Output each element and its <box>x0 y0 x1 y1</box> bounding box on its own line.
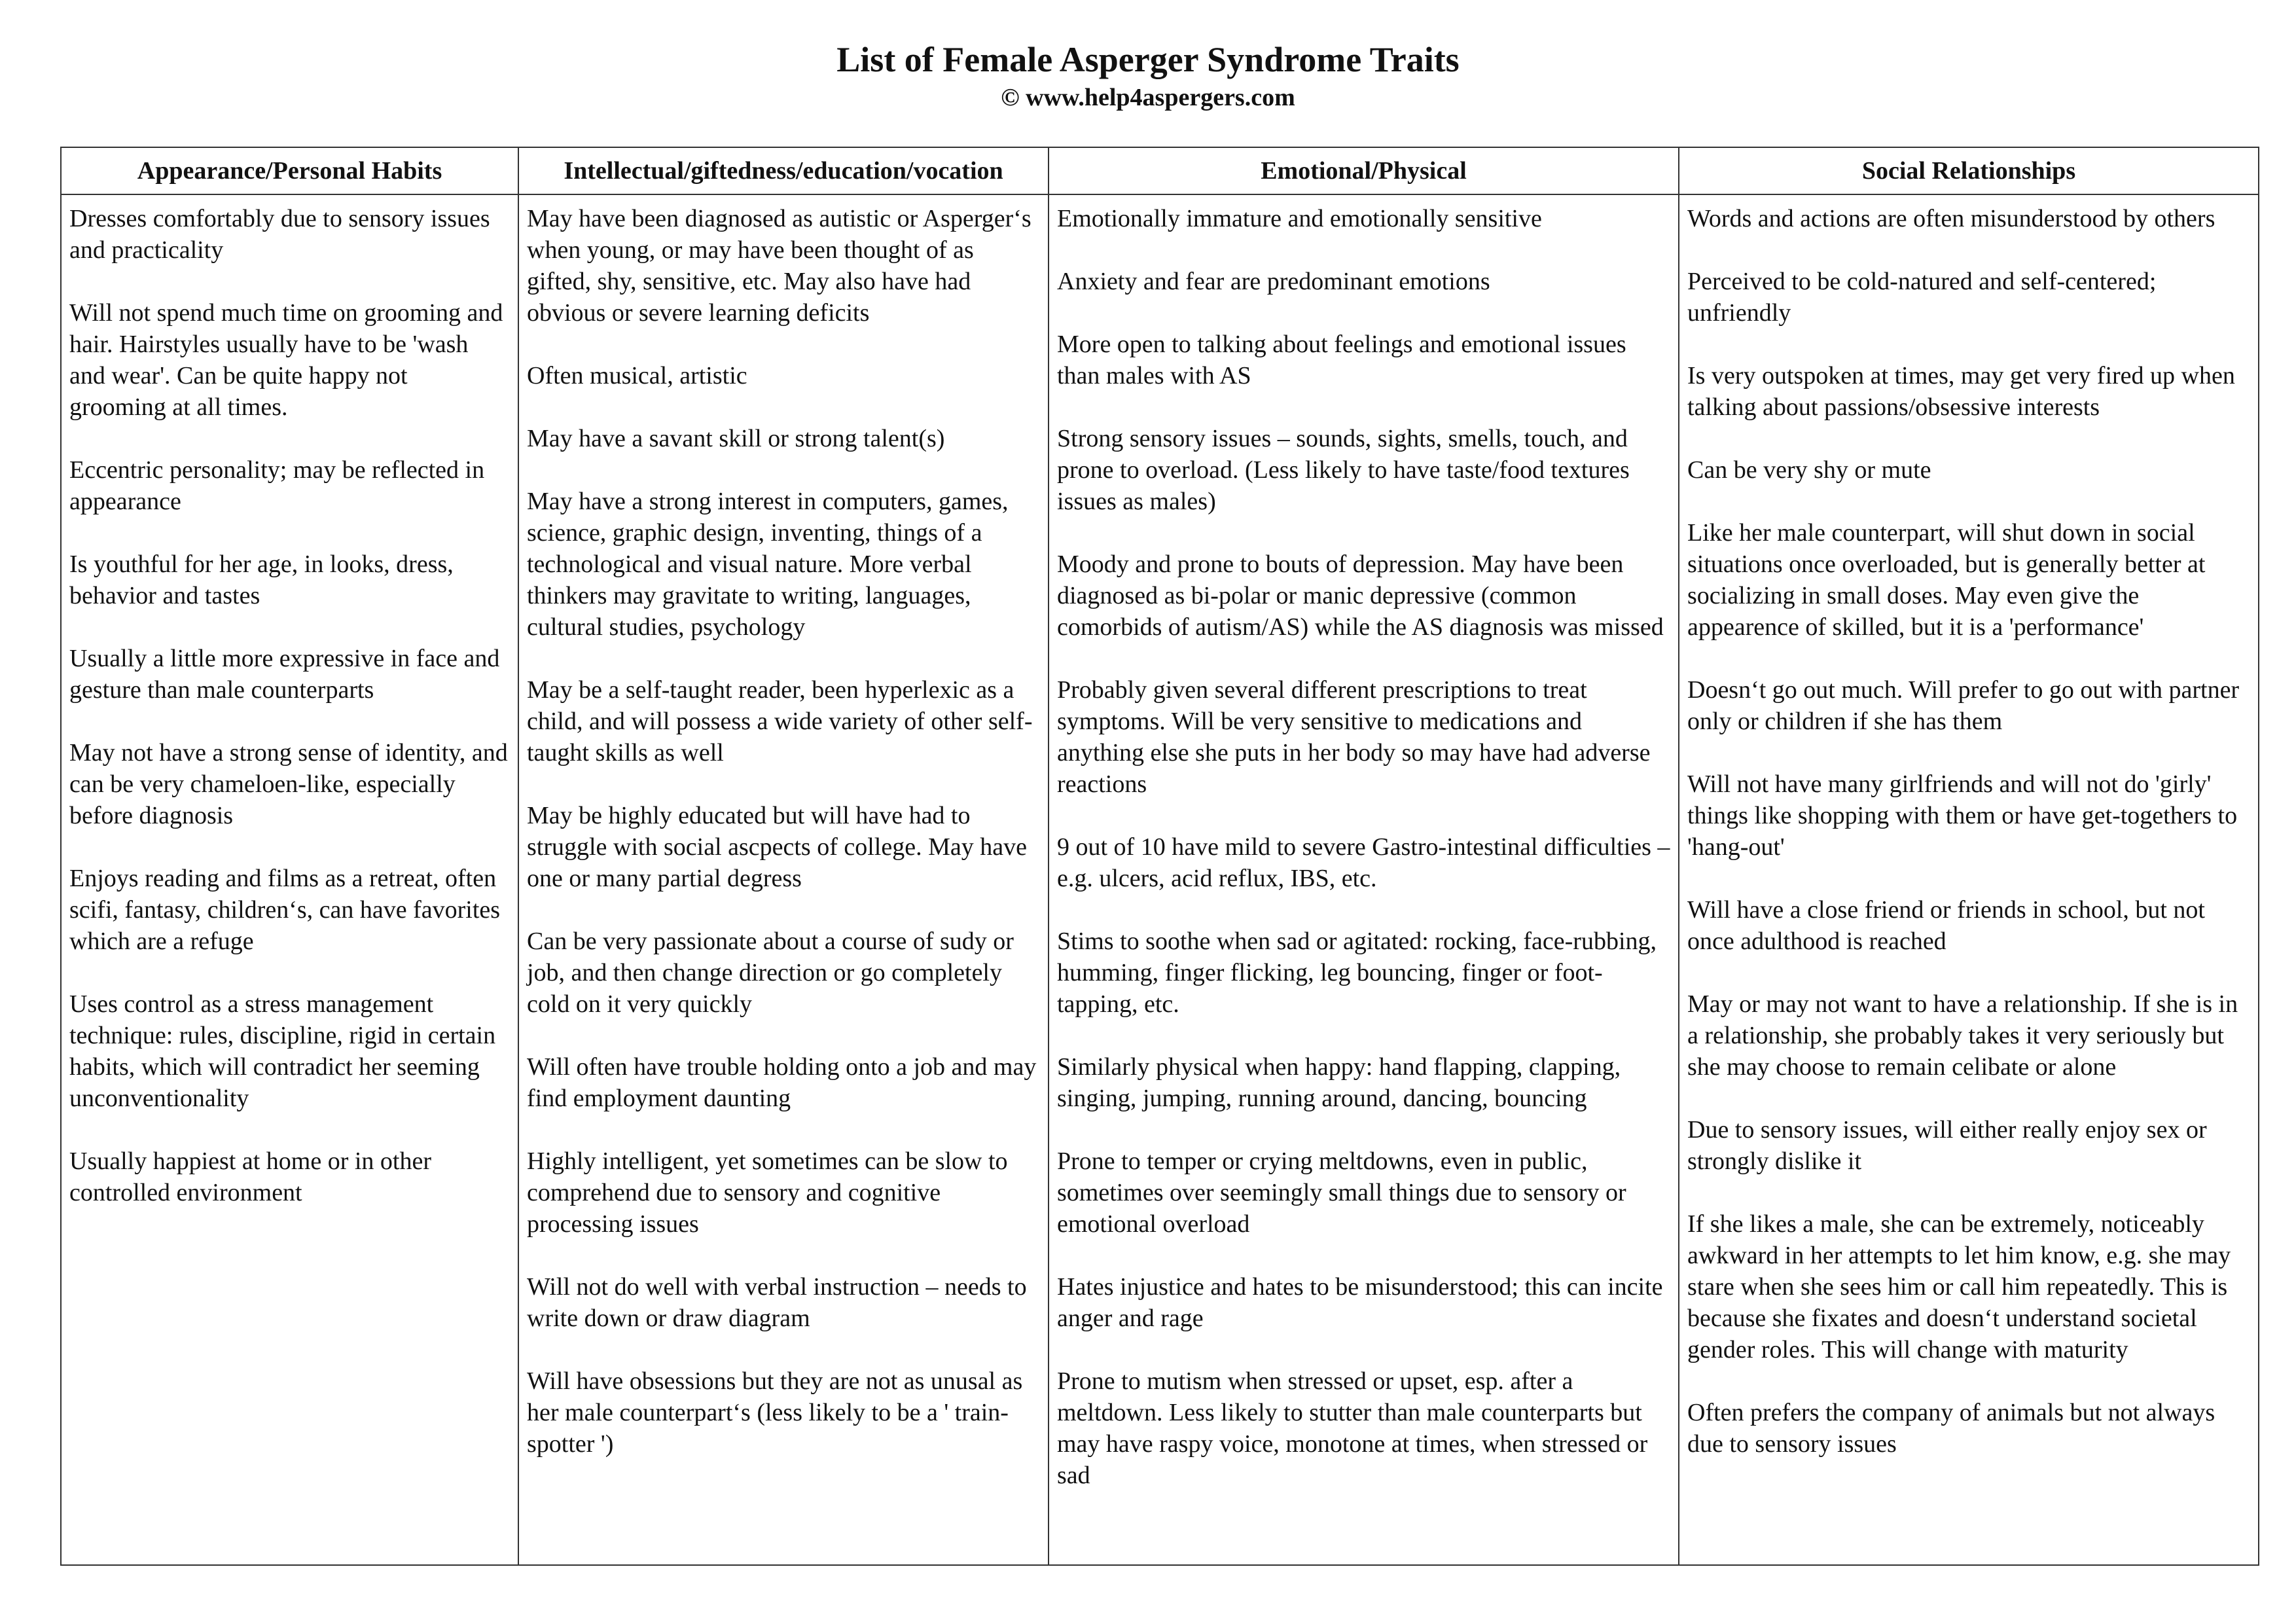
trait-item: Can be very shy or mute <box>1687 456 1931 484</box>
trait-item: Eccentric personality; may be reflected in appearance <box>69 456 485 515</box>
trait-item: Prone to temper or crying meltdowns, even in public, sometimes over seemingly small things due to sensory or emotional overload <box>1057 1147 1626 1238</box>
trait-item: Hates injustice and hates to be misunderstood; this can incite anger and rage <box>1057 1273 1663 1332</box>
trait-item: Uses control as a stress management technique: rules, discipline, rigid in certain habits, which will contradict her seeming unconventionality <box>69 990 496 1112</box>
trait-item: Probably given several different prescriptions to treat symptoms. Will be very sensitive to medications and anything else she puts in her body so may have had adverse reactions <box>1057 676 1651 798</box>
trait-item: If she likes a male, she can be extremely, noticeably awkward in her attempts to let him know, e.g. she may stare when she sees him or call him repeatedly. This is because she fixates and doesn‘t understand societal gender roles. This will change with maturity <box>1687 1210 2231 1363</box>
trait-item: Emotionally immature and emotionally sensitive <box>1057 205 1542 232</box>
column-header-appearance: Appearance/Personal Habits <box>61 147 518 194</box>
content-row <box>61 194 2259 1565</box>
trait-item: Will not do well with verbal instruction – needs to write down or draw diagram <box>527 1273 1027 1332</box>
trait-item: Perceived to be cold-natured and self-centered; unfriendly <box>1687 268 2157 327</box>
trait-item: Will often have trouble holding onto a job and may find employment daunting <box>527 1053 1037 1112</box>
trait-item: 9 out of 10 have mild to severe Gastro-intestinal difficulties – e.g. ulcers, acid reflux, IBS, etc. <box>1057 833 1670 892</box>
trait-item: Highly intelligent, yet sometimes can be slow to comprehend due to sensory and cognitive processing issues <box>527 1147 1008 1238</box>
trait-item: Dresses comfortably due to sensory issues and practicality <box>69 205 490 264</box>
trait-item: Words and actions are often misunderstood by others <box>1687 205 2215 232</box>
trait-item: Like her male counterpart, will shut down in social situations once overloaded, but is generally better at socializing in small doses. May even give the appearence of skilled, but it is a 'performance' <box>1687 519 2206 641</box>
trait-item: May have a strong interest in computers, games, science, graphic design, inventing, things of a technological and visual nature. More verbal thinkers may gravitate to writing, languages, cultural studies, psychology <box>527 488 1009 641</box>
trait-item: May have a savant skill or strong talent(s) <box>527 425 945 452</box>
trait-item: Stims to soothe when sad or agitated: rocking, face-rubbing, humming, finger flicking, leg bouncing, finger or foot-tapping, etc. <box>1057 928 1657 1018</box>
social-column <box>1679 194 2259 1565</box>
trait-item: May be highly educated but will have had to struggle with social ascpects of college. May have one or many partial degress <box>527 802 1027 892</box>
trait-item: May not have a strong sense of identity, and can be very chameloen-like, especially before diagnosis <box>69 739 508 829</box>
trait-item: Moody and prone to bouts of depression. May have been diagnosed as bi-polar or manic depressive (common comorbids of autism/AS) while the AS diagnosis was missed <box>1057 550 1664 641</box>
trait-item: Usually happiest at home or in other controlled environment <box>69 1147 431 1206</box>
column-header-social: Social Relationships <box>1679 147 2259 194</box>
column-header-emotional: Emotional/Physical <box>1049 147 1679 194</box>
trait-item: Often prefers the company of animals but not always due to sensory issues <box>1687 1399 2215 1458</box>
trait-item: Can be very passionate about a course of sudy or job, and then change direction or go completely cold on it very quickly <box>527 928 1014 1018</box>
trait-item: Anxiety and fear are predominant emotions <box>1057 268 1490 295</box>
trait-item: Usually a little more expressive in face and gesture than male counterparts <box>69 645 500 704</box>
appearance-column <box>61 194 518 1565</box>
page-title: List of Female Asperger Syndrome Traits <box>836 40 1460 79</box>
traits-table <box>60 147 2259 1566</box>
trait-item: Often musical, artistic <box>527 362 747 389</box>
emotional-column <box>1049 194 1679 1565</box>
trait-item: Similarly physical when happy: hand flapping, clapping, singing, jumping, running around, dancing, bouncing <box>1057 1053 1621 1112</box>
trait-item: Is youthful for her age, in looks, dress, behavior and tastes <box>69 550 454 609</box>
trait-item: Will have a close friend or friends in school, but not once adulthood is reached <box>1687 896 2205 955</box>
copyright-line: © www.help4aspergers.com <box>1001 84 1295 111</box>
trait-item: May be a self-taught reader, been hyperlexic as a child, and will possess a wide variety of other self-taught skills as well <box>527 676 1033 767</box>
trait-item: Enjoys reading and films as a retreat, often scifi, fantasy, children‘s, can have favorites which are a refuge <box>69 865 501 955</box>
trait-item: Will not spend much time on grooming and hair. Hairstyles usually have to be 'wash and wear'. Can be quite happy not grooming at all times. <box>69 299 503 421</box>
trait-item: Doesn‘t go out much. Will prefer to go out with partner only or children if she has them <box>1687 676 2240 735</box>
trait-item: May have been diagnosed as autistic or Asperger‘s when young, or may have been thought of as gifted, shy, sensitive, etc. May also have had obvious or severe learning deficits <box>527 205 1031 327</box>
header-row <box>61 147 2259 194</box>
trait-item: Prone to mutism when stressed or upset, esp. after a meltdown. Less likely to stutter than male counterparts but may have raspy voice, monotone at times, when stressed or sad <box>1057 1367 1648 1489</box>
trait-item: More open to talking about feelings and emotional issues than males with AS <box>1057 331 1626 389</box>
intellectual-column <box>518 194 1049 1565</box>
column-header-intellectual: Intellectual/giftedness/education/vocation <box>518 147 1049 194</box>
trait-item: Due to sensory issues, will either really enjoy sex or strongly dislike it <box>1687 1116 2207 1175</box>
trait-item: May or may not want to have a relationship. If she is in a relationship, she probably takes it very seriously but she may choose to remain celibate or alone <box>1687 990 2238 1081</box>
trait-item: Strong sensory issues – sounds, sights, smells, touch, and prone to overload. (Less likely to have taste/food textures issues as males) <box>1057 425 1630 515</box>
trait-item: Will not have many girlfriends and will not do 'girly' things like shopping with them or have get-togethers to 'hang-out' <box>1687 770 2238 861</box>
trait-item: Will have obsessions but they are not as unusal as her male counterpart‘s (less likely to be a ' train-spotter ') <box>527 1367 1023 1458</box>
trait-item: Is very outspoken at times, may get very fired up when talking about passions/obsessive interests <box>1687 362 2235 421</box>
